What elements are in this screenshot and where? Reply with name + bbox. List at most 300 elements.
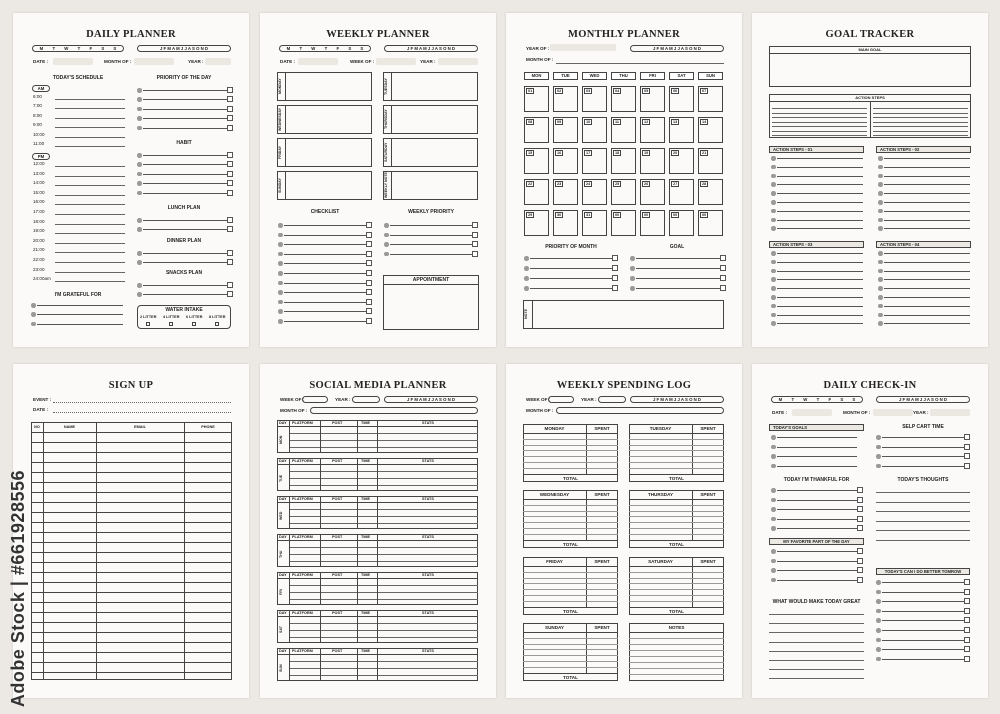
weekday-selector[interactable] xyxy=(32,45,124,52)
checklist-row[interactable] xyxy=(143,193,227,194)
checklist-row[interactable] xyxy=(777,184,863,185)
checklist-row[interactable] xyxy=(143,128,227,129)
checklist-row[interactable] xyxy=(777,561,857,562)
great-line[interactable] xyxy=(769,614,864,615)
checklist-row[interactable] xyxy=(777,437,857,438)
block-row-line[interactable] xyxy=(289,599,478,600)
checklist-row[interactable] xyxy=(143,229,227,230)
checklist-row[interactable] xyxy=(390,254,472,255)
checklist-row[interactable] xyxy=(884,315,970,316)
month-selector[interactable]: J F M A M J J A S O N D xyxy=(384,45,478,52)
week-of-field[interactable] xyxy=(376,58,416,65)
year-field[interactable] xyxy=(205,58,231,65)
date-field[interactable] xyxy=(792,409,832,416)
checklist-row[interactable] xyxy=(777,262,863,263)
checklist-row[interactable] xyxy=(884,323,970,324)
table-row[interactable] xyxy=(31,652,232,653)
weekday-letter[interactable]: F xyxy=(89,46,93,51)
spending-row[interactable] xyxy=(629,445,724,446)
calendar-day[interactable] xyxy=(669,86,694,112)
block-row-line[interactable] xyxy=(289,554,478,555)
action-line[interactable] xyxy=(873,108,968,109)
weekday-letter[interactable]: F xyxy=(828,397,832,402)
spending-row[interactable] xyxy=(523,439,618,440)
thoughts-line[interactable] xyxy=(876,502,970,503)
weekday-letter[interactable]: T xyxy=(816,397,820,402)
block-row-line[interactable] xyxy=(289,485,478,486)
checklist-row[interactable] xyxy=(777,528,857,529)
action-line[interactable] xyxy=(873,122,968,123)
checklist-row[interactable] xyxy=(143,174,227,175)
action-line[interactable] xyxy=(873,135,968,136)
week-of-field[interactable] xyxy=(302,396,328,403)
checklist-row[interactable] xyxy=(284,283,366,284)
table-row[interactable] xyxy=(31,552,232,553)
checklist-row[interactable] xyxy=(882,630,964,631)
weekday-letter[interactable]: T xyxy=(77,46,81,51)
great-line[interactable] xyxy=(769,669,864,670)
spending-row[interactable] xyxy=(629,439,724,440)
thoughts-line[interactable] xyxy=(876,530,970,531)
checklist-row[interactable] xyxy=(777,570,857,571)
checklist-row[interactable] xyxy=(777,490,857,491)
spending-row[interactable] xyxy=(523,534,618,535)
checklist-row[interactable] xyxy=(777,279,863,280)
block-row-line[interactable] xyxy=(289,509,478,510)
checklist-row[interactable] xyxy=(884,279,970,280)
calendar-day[interactable] xyxy=(611,179,636,205)
checklist-row[interactable] xyxy=(143,164,227,165)
table-row[interactable] xyxy=(31,542,232,543)
checklist-row[interactable] xyxy=(882,456,964,457)
block-row-line[interactable] xyxy=(289,523,478,524)
checklist-row[interactable] xyxy=(143,294,227,295)
checklist-row[interactable] xyxy=(777,500,857,501)
date-field[interactable] xyxy=(298,58,338,65)
spending-row[interactable] xyxy=(523,505,618,506)
checklist-row[interactable] xyxy=(777,306,863,307)
spending-row[interactable] xyxy=(523,572,618,573)
calendar-day[interactable] xyxy=(669,179,694,205)
calendar-day[interactable] xyxy=(582,179,607,205)
spending-row[interactable] xyxy=(523,528,618,529)
checklist-row[interactable] xyxy=(777,253,863,254)
checklist-row[interactable] xyxy=(777,202,863,203)
calendar-day[interactable] xyxy=(553,179,578,205)
notes-row[interactable] xyxy=(629,662,724,663)
notes-row[interactable] xyxy=(629,638,724,639)
time-line[interactable] xyxy=(55,195,125,196)
day-box[interactable] xyxy=(383,171,478,200)
checklist-row[interactable] xyxy=(284,302,366,303)
action-line[interactable] xyxy=(772,131,867,132)
checklist-row[interactable] xyxy=(143,99,227,100)
time-line[interactable] xyxy=(55,272,125,273)
calendar-day[interactable] xyxy=(611,210,636,236)
time-line[interactable] xyxy=(55,252,125,253)
checklist-row[interactable] xyxy=(884,176,970,177)
checklist-row[interactable] xyxy=(884,211,970,212)
spending-row[interactable] xyxy=(523,589,618,590)
calendar-day[interactable] xyxy=(611,86,636,112)
great-line[interactable] xyxy=(769,632,864,633)
checklist-row[interactable] xyxy=(390,225,472,226)
action-line[interactable] xyxy=(873,113,968,114)
table-row[interactable] xyxy=(31,662,232,663)
checklist-row[interactable] xyxy=(777,228,863,229)
time-line[interactable] xyxy=(55,99,125,100)
checklist-row[interactable] xyxy=(777,456,857,457)
calendar-day[interactable] xyxy=(611,148,636,174)
table-row[interactable] xyxy=(31,592,232,593)
calendar-day[interactable] xyxy=(640,117,665,143)
checklist-row[interactable] xyxy=(777,193,863,194)
checklist-row[interactable] xyxy=(37,314,123,315)
year-field[interactable] xyxy=(438,58,478,65)
table-row[interactable] xyxy=(31,642,232,643)
block-row-line[interactable] xyxy=(289,433,478,434)
day-box[interactable] xyxy=(383,138,478,167)
checklist-row[interactable] xyxy=(530,258,612,259)
calendar-day[interactable] xyxy=(640,210,665,236)
notes-row[interactable] xyxy=(629,650,724,651)
checklist-row[interactable] xyxy=(777,509,857,510)
checklist-row[interactable] xyxy=(777,323,863,324)
table-row[interactable] xyxy=(31,432,232,433)
spending-row[interactable] xyxy=(629,578,724,579)
checklist-row[interactable] xyxy=(777,176,863,177)
block-row-line[interactable] xyxy=(289,661,478,662)
spending-row[interactable] xyxy=(629,601,724,602)
note-box[interactable] xyxy=(523,300,724,329)
block-row-line[interactable] xyxy=(289,668,478,669)
time-line[interactable] xyxy=(55,137,125,138)
checklist-row[interactable] xyxy=(884,297,970,298)
weekday-letter[interactable]: W xyxy=(64,46,69,51)
checklist-row[interactable] xyxy=(284,263,366,264)
checklist-row[interactable] xyxy=(530,268,612,269)
spending-row[interactable] xyxy=(523,667,618,668)
month-selector[interactable]: J F M A M J J A S O N D xyxy=(630,45,724,52)
checklist-row[interactable] xyxy=(882,437,964,438)
year-field[interactable] xyxy=(352,396,380,403)
checklist-row[interactable] xyxy=(882,447,964,448)
table-row[interactable] xyxy=(31,572,232,573)
table-row[interactable] xyxy=(31,532,232,533)
checklist-row[interactable] xyxy=(777,271,863,272)
spending-row[interactable] xyxy=(629,522,724,523)
checklist-row[interactable] xyxy=(882,640,964,641)
checklist-row[interactable] xyxy=(390,235,472,236)
time-line[interactable] xyxy=(55,262,125,263)
checklist-row[interactable] xyxy=(390,244,472,245)
day-box[interactable] xyxy=(277,105,372,134)
checklist-row[interactable] xyxy=(636,268,720,269)
checklist-row[interactable] xyxy=(143,262,227,263)
checklist-row[interactable] xyxy=(777,519,857,520)
checklist-row[interactable] xyxy=(884,220,970,221)
spending-row[interactable] xyxy=(629,456,724,457)
table-row[interactable] xyxy=(31,462,232,463)
checklist-row[interactable] xyxy=(777,447,857,448)
weekday-letter[interactable]: M xyxy=(286,46,291,51)
spending-row[interactable] xyxy=(523,655,618,656)
time-line[interactable] xyxy=(55,127,125,128)
block-row-line[interactable] xyxy=(289,478,478,479)
weekday-letter[interactable]: S xyxy=(348,46,352,51)
calendar-day[interactable] xyxy=(524,86,549,112)
checklist-row[interactable] xyxy=(882,582,964,583)
calendar-day[interactable] xyxy=(669,210,694,236)
calendar-day[interactable] xyxy=(524,117,549,143)
spending-row[interactable] xyxy=(523,583,618,584)
checklist-row[interactable] xyxy=(37,305,123,306)
month-selector[interactable]: J F M A M J J A S O N D xyxy=(384,396,478,403)
block-row-line[interactable] xyxy=(289,623,478,624)
spending-row[interactable] xyxy=(629,572,724,573)
calendar-day[interactable] xyxy=(553,210,578,236)
thoughts-line[interactable] xyxy=(876,511,970,512)
spending-row[interactable] xyxy=(629,589,724,590)
year-of-field[interactable] xyxy=(550,44,616,51)
weekday-selector[interactable] xyxy=(279,45,371,52)
calendar-day[interactable] xyxy=(553,86,578,112)
table-row[interactable] xyxy=(31,632,232,633)
calendar-day[interactable] xyxy=(553,117,578,143)
checklist-row[interactable] xyxy=(777,297,863,298)
checklist-row[interactable] xyxy=(884,184,970,185)
week-of-field[interactable] xyxy=(548,396,574,403)
checklist-row[interactable] xyxy=(284,321,366,322)
thoughts-line[interactable] xyxy=(876,521,970,522)
water-checkbox[interactable] xyxy=(192,322,196,326)
block-row-line[interactable] xyxy=(289,637,478,638)
time-line[interactable] xyxy=(55,224,125,225)
calendar-day[interactable] xyxy=(582,210,607,236)
checklist-row[interactable] xyxy=(777,288,863,289)
spending-row[interactable] xyxy=(523,462,618,463)
action-line[interactable] xyxy=(873,126,968,127)
checklist-row[interactable] xyxy=(143,155,227,156)
table-row[interactable] xyxy=(31,502,232,503)
table-row[interactable] xyxy=(31,482,232,483)
month-of-field[interactable] xyxy=(873,409,913,416)
date-field[interactable] xyxy=(53,58,93,65)
month-of-field[interactable] xyxy=(556,407,724,414)
checklist-row[interactable] xyxy=(884,271,970,272)
calendar-day[interactable] xyxy=(698,148,723,174)
weekday-letter[interactable]: T xyxy=(324,46,328,51)
action-line[interactable] xyxy=(772,117,867,118)
checklist-row[interactable] xyxy=(143,285,227,286)
weekday-letter[interactable]: W xyxy=(803,397,808,402)
calendar-day[interactable] xyxy=(524,179,549,205)
checklist-row[interactable] xyxy=(882,659,964,660)
checklist-row[interactable] xyxy=(284,273,366,274)
weekday-letter[interactable]: S xyxy=(840,397,844,402)
weekday-letter[interactable]: T xyxy=(299,46,303,51)
checklist-row[interactable] xyxy=(777,315,863,316)
spending-row[interactable] xyxy=(523,601,618,602)
water-checkbox[interactable] xyxy=(146,322,150,326)
spending-row[interactable] xyxy=(523,638,618,639)
great-line[interactable] xyxy=(769,660,864,661)
time-line[interactable] xyxy=(55,108,125,109)
calendar-day[interactable] xyxy=(524,210,549,236)
checklist-row[interactable] xyxy=(777,220,863,221)
table-row[interactable] xyxy=(31,622,232,623)
checklist-row[interactable] xyxy=(777,158,863,159)
spending-row[interactable] xyxy=(629,450,724,451)
day-box[interactable] xyxy=(277,72,372,101)
weekday-letter[interactable]: T xyxy=(791,397,795,402)
day-box[interactable] xyxy=(383,105,478,134)
checklist-row[interactable] xyxy=(284,225,366,226)
checklist-row[interactable] xyxy=(884,193,970,194)
checklist-row[interactable] xyxy=(884,262,970,263)
table-row[interactable] xyxy=(31,442,232,443)
checklist-row[interactable] xyxy=(143,90,227,91)
spending-row[interactable] xyxy=(629,505,724,506)
checklist-row[interactable] xyxy=(882,592,964,593)
calendar-day[interactable] xyxy=(611,117,636,143)
spending-row[interactable] xyxy=(523,468,618,469)
checklist-row[interactable] xyxy=(882,611,964,612)
spending-row[interactable] xyxy=(523,578,618,579)
table-row[interactable] xyxy=(31,472,232,473)
great-line[interactable] xyxy=(769,678,864,679)
checklist-row[interactable] xyxy=(143,253,227,254)
block-row-line[interactable] xyxy=(289,440,478,441)
spending-row[interactable] xyxy=(629,468,724,469)
spending-row[interactable] xyxy=(523,644,618,645)
checklist-row[interactable] xyxy=(37,324,123,325)
spending-row[interactable] xyxy=(629,583,724,584)
table-row[interactable] xyxy=(31,562,232,563)
checklist-row[interactable] xyxy=(882,601,964,602)
weekday-letter[interactable]: S xyxy=(360,46,364,51)
checklist-row[interactable] xyxy=(284,254,366,255)
checklist-row[interactable] xyxy=(143,220,227,221)
calendar-day[interactable] xyxy=(640,179,665,205)
weekday-letter[interactable]: F xyxy=(336,46,340,51)
checklist-row[interactable] xyxy=(284,235,366,236)
weekday-letter[interactable]: S xyxy=(101,46,105,51)
notes-row[interactable] xyxy=(629,644,724,645)
checklist-row[interactable] xyxy=(284,292,366,293)
action-line[interactable] xyxy=(772,126,867,127)
great-line[interactable] xyxy=(769,651,864,652)
checklist-row[interactable] xyxy=(884,202,970,203)
table-row[interactable] xyxy=(31,612,232,613)
action-line[interactable] xyxy=(772,113,867,114)
table-row[interactable] xyxy=(31,512,232,513)
block-row-line[interactable] xyxy=(289,516,478,517)
thoughts-line[interactable] xyxy=(876,540,970,541)
checklist-row[interactable] xyxy=(636,258,720,259)
checklist-row[interactable] xyxy=(884,253,970,254)
calendar-day[interactable] xyxy=(698,117,723,143)
action-line[interactable] xyxy=(772,122,867,123)
spending-row[interactable] xyxy=(629,516,724,517)
year-field[interactable] xyxy=(598,396,626,403)
weekday-selector[interactable] xyxy=(771,396,863,403)
block-row-line[interactable] xyxy=(289,630,478,631)
spending-row[interactable] xyxy=(523,522,618,523)
spending-row[interactable] xyxy=(523,445,618,446)
checklist-row[interactable] xyxy=(884,228,970,229)
calendar-day[interactable] xyxy=(582,148,607,174)
weekday-letter[interactable]: T xyxy=(52,46,56,51)
checklist-row[interactable] xyxy=(882,649,964,650)
checklist-row[interactable] xyxy=(777,551,857,552)
spending-row[interactable] xyxy=(523,595,618,596)
checklist-row[interactable] xyxy=(530,288,612,289)
action-line[interactable] xyxy=(772,108,867,109)
checklist-row[interactable] xyxy=(143,109,227,110)
month-selector[interactable]: J F M A M J J A S O N D xyxy=(876,396,970,403)
action-line[interactable] xyxy=(873,117,968,118)
block-row-line[interactable] xyxy=(289,447,478,448)
calendar-day[interactable] xyxy=(698,210,723,236)
time-line[interactable] xyxy=(55,166,125,167)
block-row-line[interactable] xyxy=(289,592,478,593)
spending-row[interactable] xyxy=(629,528,724,529)
action-line[interactable] xyxy=(873,131,968,132)
weekday-letter[interactable]: S xyxy=(113,46,117,51)
checklist-row[interactable] xyxy=(882,466,964,467)
notes-row[interactable] xyxy=(629,674,724,675)
spending-row[interactable] xyxy=(629,462,724,463)
thoughts-line[interactable] xyxy=(876,492,970,493)
spending-row[interactable] xyxy=(523,450,618,451)
month-selector[interactable]: J F M A M J J A S O N D xyxy=(630,396,724,403)
calendar-day[interactable] xyxy=(582,86,607,112)
time-line[interactable] xyxy=(55,243,125,244)
calendar-day[interactable] xyxy=(524,148,549,174)
checklist-row[interactable] xyxy=(884,158,970,159)
block-row-line[interactable] xyxy=(289,675,478,676)
month-of-field[interactable] xyxy=(310,407,478,414)
calendar-day[interactable] xyxy=(669,148,694,174)
table-row[interactable] xyxy=(31,582,232,583)
checklist-row[interactable] xyxy=(143,183,227,184)
calendar-day[interactable] xyxy=(640,86,665,112)
checklist-row[interactable] xyxy=(777,211,863,212)
spending-row[interactable] xyxy=(629,595,724,596)
weekday-letter[interactable]: W xyxy=(311,46,316,51)
calendar-day[interactable] xyxy=(669,117,694,143)
checklist-row[interactable] xyxy=(884,288,970,289)
time-line[interactable] xyxy=(55,233,125,234)
spending-row[interactable] xyxy=(523,649,618,650)
calendar-day[interactable] xyxy=(698,179,723,205)
spending-row[interactable] xyxy=(523,456,618,457)
block-row-line[interactable] xyxy=(289,585,478,586)
table-row[interactable] xyxy=(31,672,232,673)
checklist-row[interactable] xyxy=(884,167,970,168)
checklist-row[interactable] xyxy=(636,288,720,289)
weekday-letter[interactable]: S xyxy=(852,397,856,402)
notes-row[interactable] xyxy=(629,668,724,669)
spending-row[interactable] xyxy=(523,661,618,662)
checklist-row[interactable] xyxy=(777,580,857,581)
year-field[interactable] xyxy=(930,409,970,416)
checklist-row[interactable] xyxy=(884,306,970,307)
spending-row[interactable] xyxy=(523,516,618,517)
block-row-line[interactable] xyxy=(289,547,478,548)
table-row[interactable] xyxy=(31,602,232,603)
